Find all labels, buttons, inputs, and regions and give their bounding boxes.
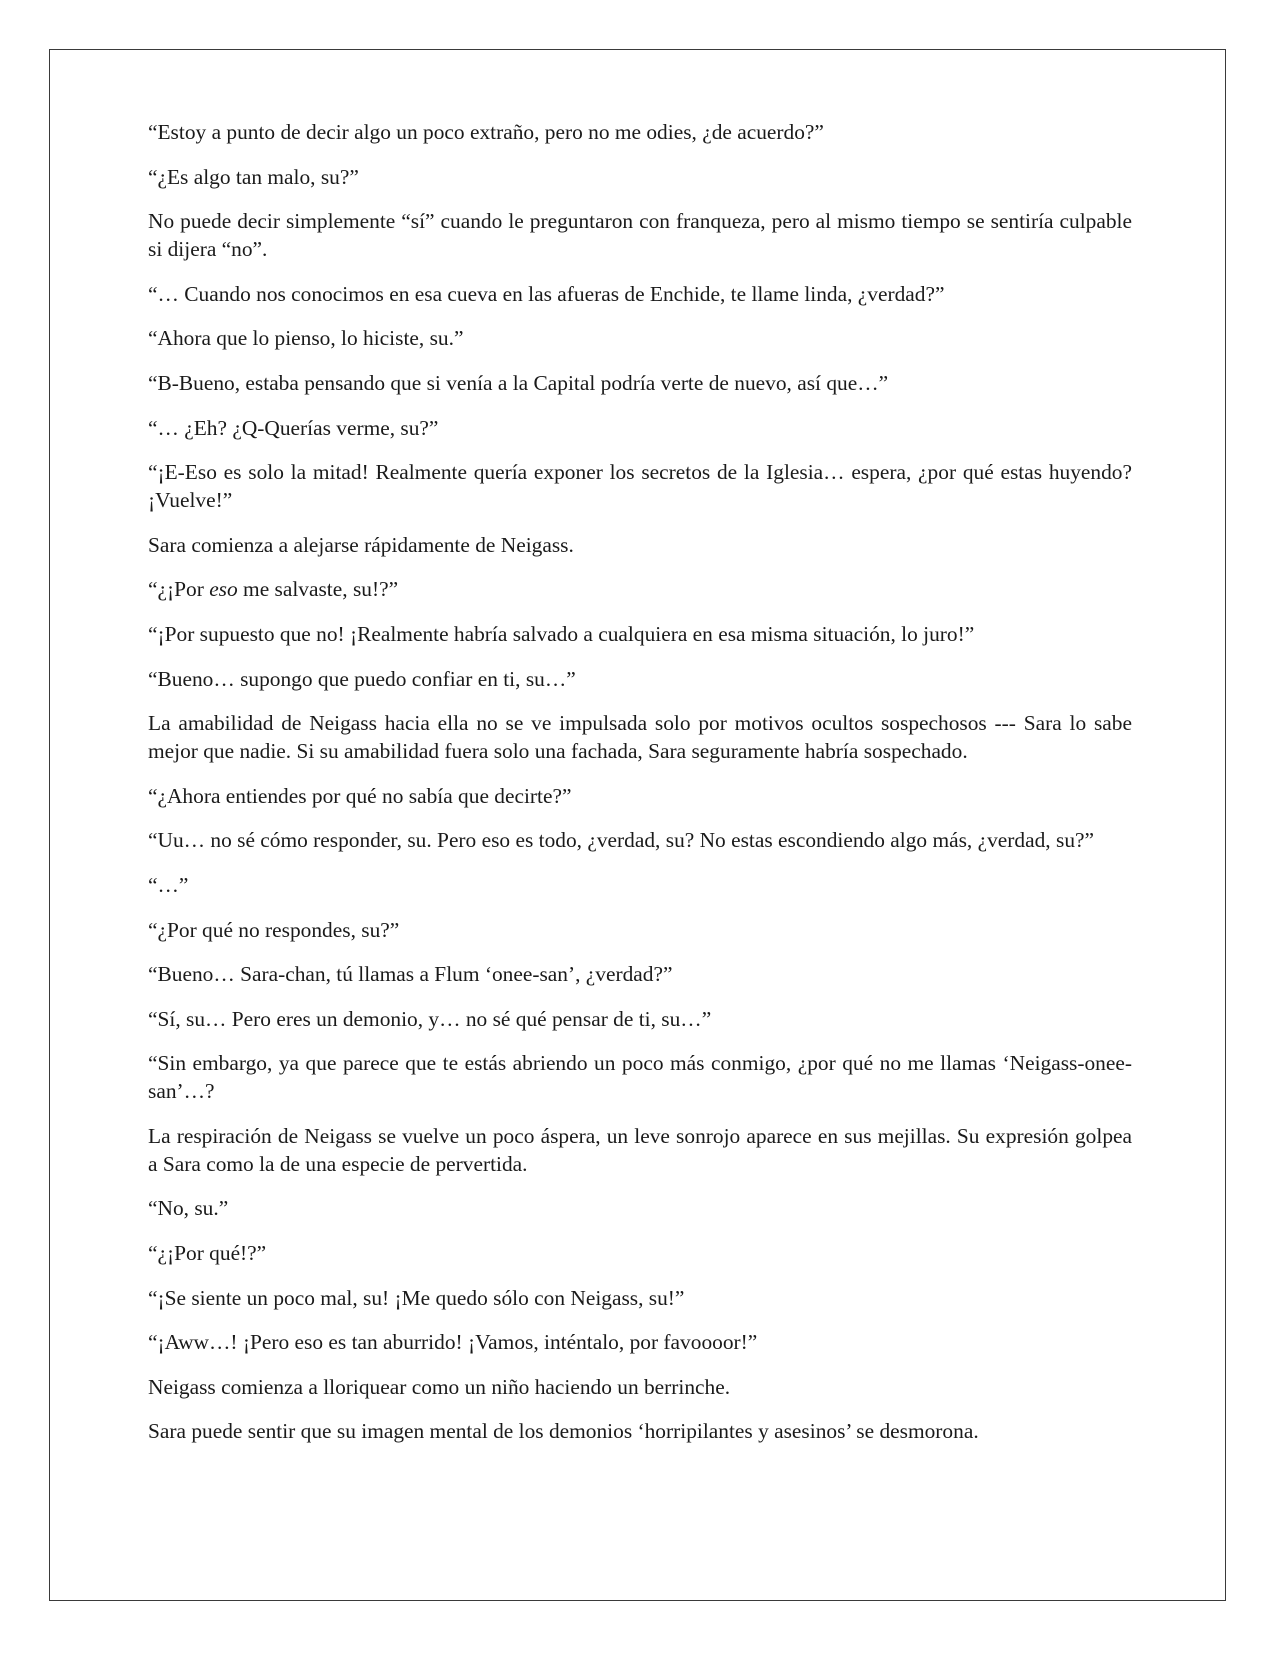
paragraph: No puede decir simplemente “sí” cuando le preguntaron con franqueza, pero al mismo tiempo se sentiría culpable si dijera “no”.: [148, 209, 1132, 262]
paragraph: “… ¿Eh? ¿Q-Querías verme, su?”: [148, 415, 439, 440]
paragraph: “No, su.”: [148, 1196, 229, 1221]
paragraph: “B-Bueno, estaba pensando que si venía a la Capital podría verte de nuevo, así que…”: [148, 370, 889, 395]
paragraph: Sara puede sentir que su imagen mental de los demonios ‘horripilantes y asesinos’ se desmorona.: [148, 1419, 979, 1444]
paragraph: La respiración de Neigass se vuelve un poco áspera, un leve sonrojo aparece en sus mejillas. Su expresión golpea a Sara como la de una especie de pervertida.: [148, 1123, 1132, 1176]
paragraph: “Bueno… Sara-chan, tú llamas a Flum ‘onee-san’, ¿verdad?”: [148, 962, 673, 987]
paragraph: “…”: [148, 872, 189, 897]
document-body: [148, 118, 1132, 1462]
paragraph: “Uu… no sé cómo responder, su. Pero eso es todo, ¿verdad, su? No estas escondiendo algo más, ¿verdad, su?”: [148, 828, 1095, 853]
paragraph: “… Cuando nos conocimos en esa cueva en las afueras de Enchide, te llame linda, ¿verdad?”: [148, 281, 945, 306]
italic-text: eso: [209, 577, 238, 602]
paragraph: “Sí, su… Pero eres un demonio, y… no sé qué pensar de ti, su…”: [148, 1006, 712, 1031]
paragraph: Sara comienza a alejarse rápidamente de Neigass.: [148, 532, 574, 557]
paragraph-with-italic: [148, 575, 1132, 603]
paragraph: “¿Es algo tan malo, su?”: [148, 164, 359, 189]
text-span: me salvaste, su!?”: [237, 577, 399, 602]
paragraph: “¡E-Eso es solo la mitad! Realmente quería exponer los secretos de la Iglesia… espera, ¿por qué estas huyendo? ¡Vuelve!”: [148, 460, 1132, 513]
paragraph: “Sin embargo, ya que parece que te estás abriendo un poco más conmigo, ¿por qué no me llamas ‘Neigass-onee-san’…?: [148, 1051, 1132, 1104]
paragraph: La amabilidad de Neigass hacia ella no se ve impulsada solo por motivos ocultos sospechosos --- Sara lo sabe mejor que nadie. Si su amabilidad fuera solo una fachada, Sara seguramente habría sospechado.: [148, 711, 1132, 764]
paragraph: “¿¡Por qué!?”: [148, 1241, 267, 1266]
paragraph: Neigass comienza a lloriquear como un niño haciendo un berrinche.: [148, 1374, 731, 1399]
paragraph: “Bueno… supongo que puedo confiar en ti, su…”: [148, 666, 576, 691]
paragraph: “¡Se siente un poco mal, su! ¡Me quedo sólo con Neigass, su!”: [148, 1285, 685, 1310]
paragraph: “¡Por supuesto que no! ¡Realmente habría salvado a cualquiera en esa misma situación, lo juro!”: [148, 621, 975, 646]
paragraph: “¿Ahora entiendes por qué no sabía que decirte?”: [148, 783, 572, 808]
paragraph: “¿Por qué no respondes, su?”: [148, 917, 400, 942]
paragraph: “Estoy a punto de decir algo un poco extraño, pero no me odies, ¿de acuerdo?”: [148, 120, 824, 144]
paragraph: “¡Aww…! ¡Pero eso es tan aburrido! ¡Vamos, inténtalo, por favoooor!”: [148, 1330, 758, 1355]
text-span: “¿¡Por: [148, 577, 210, 602]
paragraph: “Ahora que lo pienso, lo hiciste, su.”: [148, 326, 464, 351]
